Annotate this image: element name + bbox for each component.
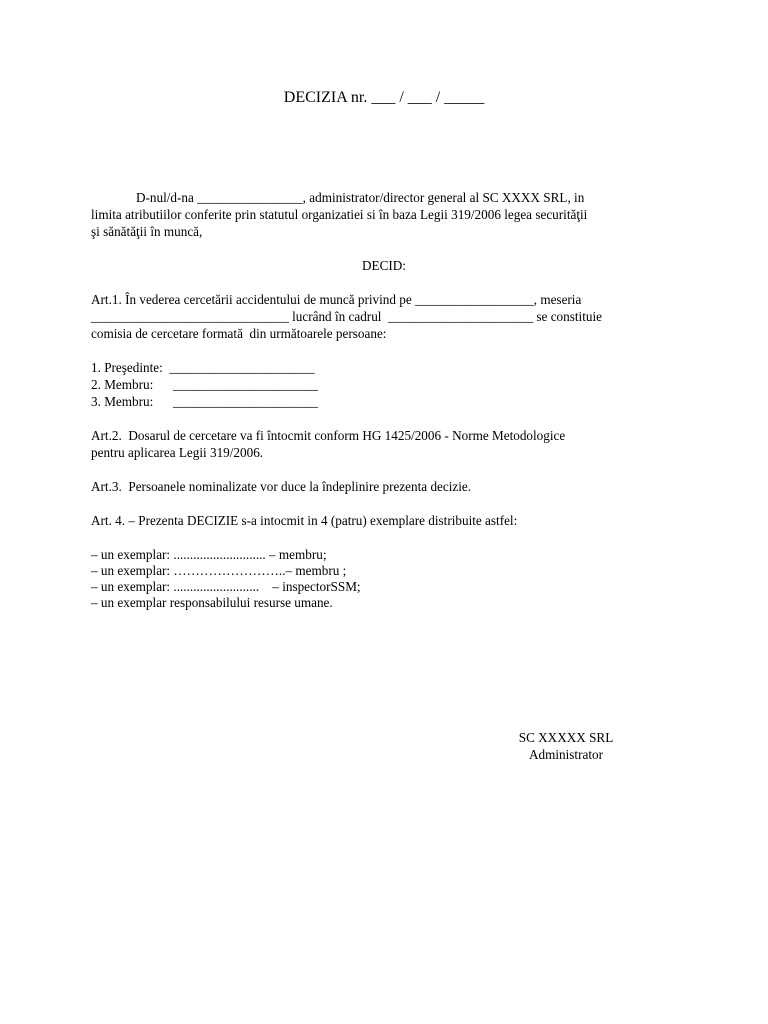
signature-role: Administrator [529, 747, 603, 762]
art4-text: Art. 4. – Prezenta DECIZIE s-a intocmit in 4 (patru) exemplare distribuite astfel: [91, 513, 518, 528]
art1-line-2: ______________________________ lucrând în cadrul ______________________ se constituie [91, 309, 602, 324]
art2-line-2: pentru aplicarea Legii 319/2006. [91, 445, 264, 460]
art1-line-1: Art.1. În vederea cercetării accidentului de muncă privind pe __________________, meseria [91, 292, 582, 307]
member-president: 1. Preşedinte: ______________________ [91, 360, 315, 375]
signature-company: SC XXXXX SRL [518, 730, 614, 745]
art3-text: Art.3. Persoanele nominalizate vor duce la îndeplinire prezenta decizie. [91, 479, 472, 494]
distribution-item-2: – un exemplar: ……………………..– membru ; [91, 563, 347, 578]
member-3: 3. Membru: ______________________ [91, 394, 319, 409]
intro-line-1: D-nul/d-na ________________, administrator/director general al SC XXXX SRL, in [136, 190, 585, 205]
member-2: 2. Membru: ______________________ [91, 377, 319, 392]
decid-heading: DECID: [362, 258, 406, 273]
art1-line-3: comisia de cercetare formată din următoarele persoane: [91, 326, 387, 341]
intro-line-3: şi sănătăţii în muncă, [91, 224, 203, 239]
distribution-item-1: – un exemplar: ............................ – membru; [91, 547, 327, 562]
art2-line-1: Art.2. Dosarul de cercetare va fi întocmit conform HG 1425/2006 - Norme Metodologice [91, 428, 566, 443]
distribution-item-4: – un exemplar responsabilului resurse umane. [91, 595, 333, 610]
distribution-item-3: – un exemplar: .......................... – inspectorSSM; [91, 579, 361, 594]
intro-line-2: limita atributiilor conferite prin statutul organizatiei si în baza Legii 319/2006 legea securităţii [91, 207, 588, 222]
document-title: DECIZIA nr. ___ / ___ / _____ [283, 89, 485, 106]
